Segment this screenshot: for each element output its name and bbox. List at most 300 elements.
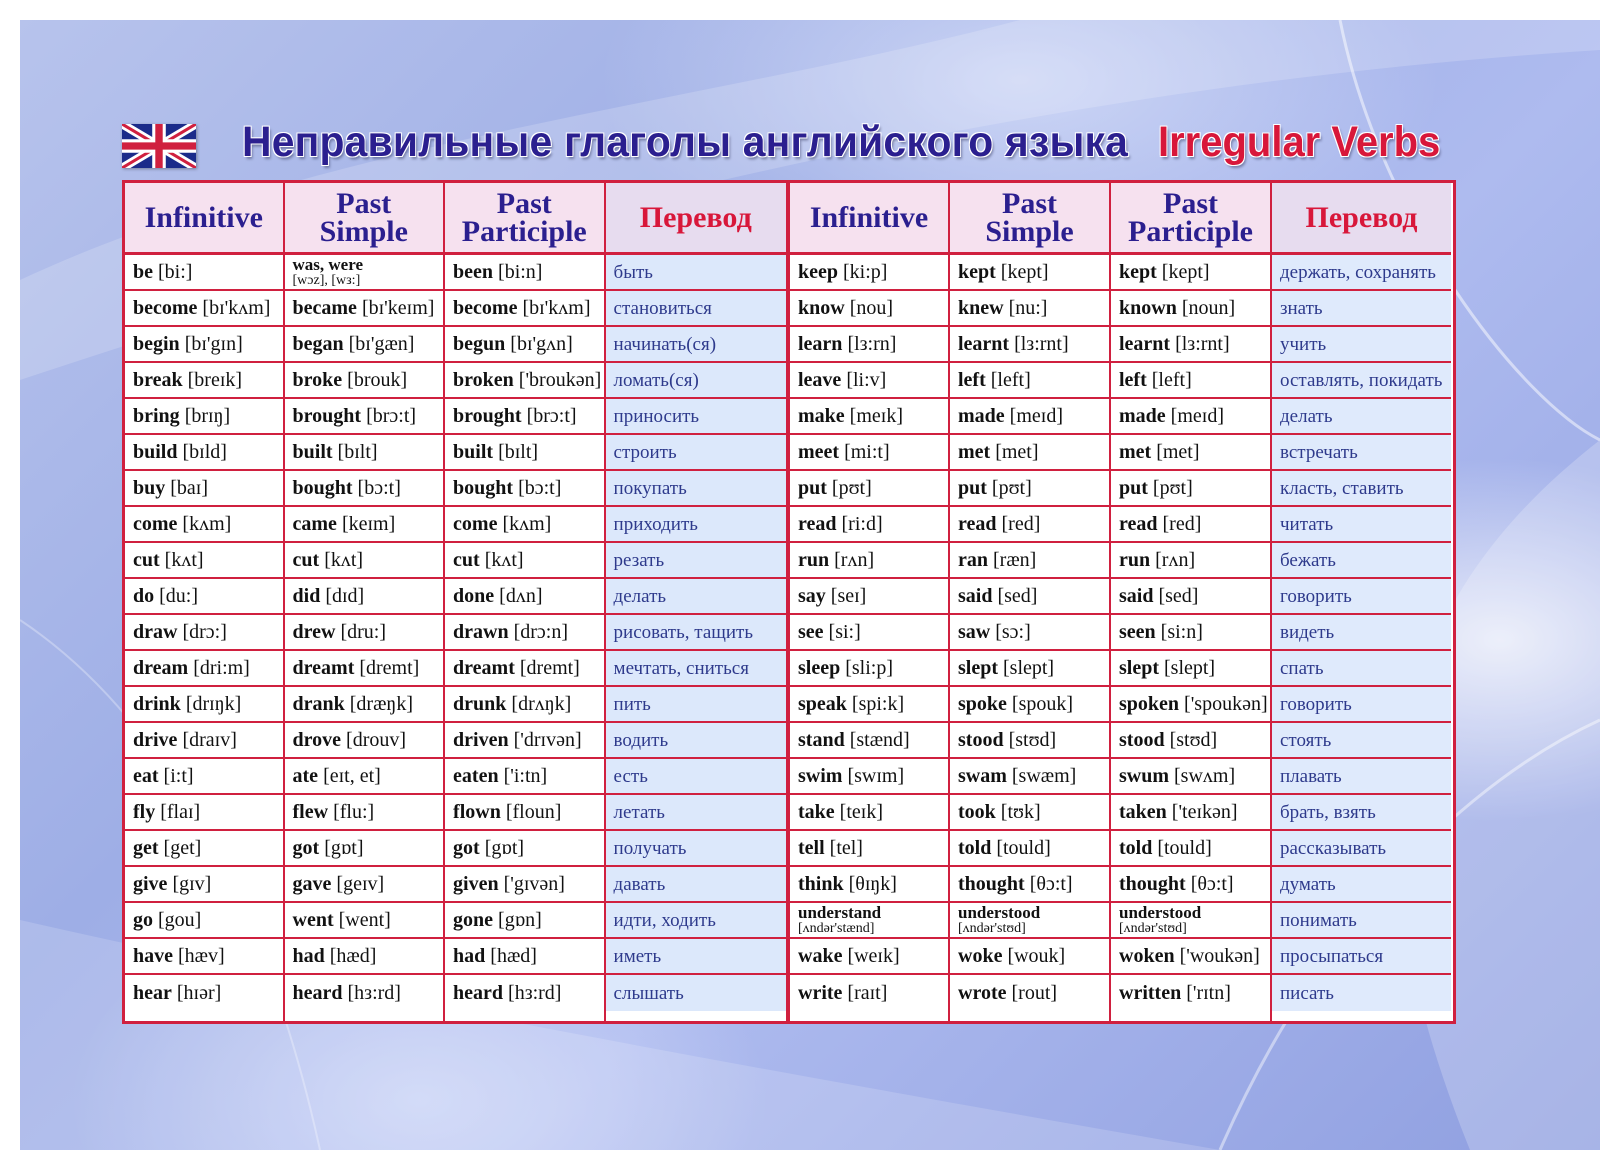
table-cell-infinitive [125,975,283,1011]
table-cell-past-simple [950,975,1109,1011]
transcription: [hɪər] [171,981,222,1004]
table-cell-translation: понимать [1272,903,1451,939]
table-cell-past-participle [445,255,604,291]
transcription: [θɔ:t] [1024,872,1073,895]
verb-form: break [133,368,183,391]
transcription: [bɪ'gʌn] [505,332,573,355]
table-cell-past-participle [1111,327,1270,363]
transcription: [drɔ:n] [508,620,569,643]
verb-form: took [958,800,996,823]
table-cell-infinitive [790,759,948,795]
verb-form: became [292,296,357,319]
transcription: [bɪld] [177,440,227,463]
transcription: [teɪk] [834,800,883,823]
table-cell-translation: брать, взять [1272,795,1451,831]
transcription: [brouk] [342,368,408,391]
table-cell-infinitive [125,651,283,687]
table-cell-translation: летать [606,795,786,831]
table-cell-translation: давать [606,867,786,903]
verb-form: stood [958,728,1004,751]
transcription: [pʊt] [826,476,872,499]
verb-form: woken [1119,944,1175,967]
transcription: [dræŋk] [344,692,413,715]
table-cell-infinitive [125,543,283,579]
table-cell-past-simple [285,903,444,939]
transcription: [gɪv] [167,872,212,895]
transcription: [gɒt] [319,836,364,859]
column-header-infinitive [790,183,948,255]
table-cell-infinitive [790,867,948,903]
transcription: [tel] [824,836,863,859]
table-cell-past-simple [285,867,444,903]
transcription: ['spoukən] [1179,692,1268,715]
verb-form: gone [453,908,494,931]
verb-form: built [292,440,333,463]
transcription: [red] [1157,512,1202,535]
verb-form: said [1119,584,1154,607]
transcription: [met] [1151,440,1200,463]
table-cell-translation: говорить [1272,687,1451,723]
verb-form: known [1119,296,1177,319]
transcription: [kept] [1156,260,1210,283]
transcription: [meɪd] [1004,404,1063,427]
verb-form: told [958,836,992,859]
table-cell-translation: держать, сохранять [1272,255,1451,291]
verb-form: put [958,476,987,499]
table-cell-past-simple [285,327,444,363]
transcription: [lз:rnt] [1170,332,1230,355]
transcription: [sed] [992,584,1038,607]
table-cell-past-simple [285,399,444,435]
table-cell-infinitive [125,723,283,759]
table-cell-past-simple [285,975,444,1011]
table-cell-translation: ломать(ся) [606,363,786,399]
verb-form: slept [1119,656,1159,679]
table-cell-infinitive [790,291,948,327]
transcription: [raɪt] [842,981,888,1004]
verb-form: see [798,620,824,643]
transcription: [brɪŋ] [179,404,231,427]
table-cell-infinitive [790,975,948,1011]
verb-form: got [453,836,480,859]
table-cell-translation: писать [1272,975,1451,1011]
transcription: [seɪ] [825,584,867,607]
transcription: [went] [333,908,391,931]
table-cell-past-simple [950,615,1109,651]
verb-form: understood [958,903,1041,922]
verb-form: drove [292,728,342,751]
verb-form: say [798,584,826,607]
verb-form: bring [133,404,180,427]
table-cell-past-simple [950,651,1109,687]
transcription: [tʊk] [995,800,1041,823]
table-cell-past-simple [285,651,444,687]
transcription: [θɪŋk] [843,872,897,895]
verb-form: dreamt [453,656,515,679]
table-cell-past-simple [950,543,1109,579]
transcription: [bi:] [153,260,193,283]
transcription: [drouv] [341,728,407,751]
transcription: [slept] [998,656,1055,679]
table-cell-past-simple [285,759,444,795]
verb-form: learnt [958,332,1010,355]
verb-form: swam [958,764,1007,787]
transcription: [meɪk] [844,404,903,427]
transcription: [stʊd] [1003,728,1057,751]
table-cell-past-participle [445,687,604,723]
transcription: [kʌm] [177,512,232,535]
transcription: [lз:rn] [842,332,897,355]
table-cell-translation: думать [1272,867,1451,903]
verb-form: understood [1119,903,1202,922]
transcription: [slept] [1159,656,1216,679]
column-header-past-participle [1111,183,1270,255]
table-cell-past-participle [1111,399,1270,435]
verb-form: put [1119,476,1148,499]
table-cell-infinitive [125,363,283,399]
transcription: ['i:tn] [498,764,548,787]
verb-form: stood [1119,728,1165,751]
table-cell-translation: строить [606,435,786,471]
table-cell-infinitive [125,939,283,975]
transcription: [bɪ'kʌm] [197,296,271,319]
column-translation [1272,183,1451,1021]
column-header-translation [606,183,786,255]
table-cell-translation: спать [1272,651,1451,687]
poster [20,20,1600,1150]
transcription: [ri:d] [836,512,883,535]
verb-form: buy [133,476,166,499]
table-cell-translation: оставлять, покидать [1272,363,1451,399]
table-cell-infinitive [125,435,283,471]
transcription: [breɪk] [182,368,243,391]
transcription: [li:v] [841,368,887,391]
table-cell-past-simple [950,471,1109,507]
table-right-half [786,183,1453,1021]
verb-form: told [1119,836,1153,859]
table-cell-infinitive [125,471,283,507]
table-cell-translation: знать [1272,291,1451,327]
verb-form: wrote [958,981,1007,1004]
verb-form: read [1119,512,1158,535]
verb-form: run [798,548,830,571]
verb-form: eat [133,764,159,787]
column-past-simple [950,183,1111,1021]
verb-form: make [798,404,845,427]
verb-form: flew [292,800,329,823]
verb-form: got [292,836,320,859]
verb-form: fly [133,800,156,823]
transcription: [sɔ:] [990,620,1031,643]
column-header-past-simple [950,183,1109,255]
transcription: [hз:rd] [503,981,562,1004]
table-cell-past-participle [1111,723,1270,759]
transcription: [bɪ'keɪm] [356,296,435,319]
transcription: [gɒn] [493,908,542,931]
table-cell-translation: видеть [1272,615,1451,651]
table-cell-past-simple [950,795,1109,831]
transcription: [bɔ:t] [513,476,562,499]
table-cell-past-simple [950,939,1109,975]
column-header-label: Infinitive [144,200,263,234]
table-cell-past-participle [1111,939,1270,975]
table-cell-translation: получать [606,831,786,867]
transcription: [kʌm] [497,512,552,535]
table-cell-past-simple [285,831,444,867]
table-cell-past-simple [285,291,444,327]
table-cell-past-participle [1111,363,1270,399]
verb-form: cut [292,548,320,571]
verb-form: said [958,584,993,607]
verb-form: tell [798,836,825,859]
table-cell-infinitive [790,651,948,687]
column-header-label: Перевод [639,200,752,234]
transcription: [kʌt] [319,548,364,571]
table-cell-infinitive [790,615,948,651]
verb-form: drunk [453,692,507,715]
verb-form: hear [133,981,172,1004]
transcription: [si:n] [1155,620,1203,643]
table-cell-translation: мечтать, сниться [606,651,786,687]
verb-form: spoken [1119,692,1180,715]
transcription: [floun] [500,800,562,823]
table-cell-past-participle [1111,615,1270,651]
transcription: [draɪv] [177,728,237,751]
table-cell-infinitive [790,363,948,399]
table-cell-past-participle [1111,543,1270,579]
table-cell-infinitive [790,435,948,471]
verb-form: slept [958,656,998,679]
table-cell-translation: приходить [606,507,786,543]
table-cell-infinitive [790,579,948,615]
verb-form: bought [292,476,353,499]
verb-form: began [292,332,344,355]
transcription: [dremt] [354,656,420,679]
table-cell-past-simple [950,435,1109,471]
verb-form: come [453,512,498,535]
transcription: [kept] [995,260,1049,283]
table-cell-translation: читать [1272,507,1451,543]
column-header-label: Past Simple [985,186,1074,248]
transcription: [swæm] [1006,764,1077,787]
verb-form: brought [453,404,522,427]
table-cell-past-simple [285,795,444,831]
table-cell-translation: говорить [1272,579,1451,615]
column-header-label: Infinitive [809,200,929,234]
verb-form: keep [798,260,838,283]
table-cell-past-simple [285,615,444,651]
table-cell-past-simple [950,363,1109,399]
table-cell-translation: стоять [1272,723,1451,759]
table-cell-infinitive [790,255,948,291]
table-cell-past-simple [950,399,1109,435]
transcription: [meɪd] [1165,404,1224,427]
verb-form: drew [292,620,336,643]
transcription: [kʌt] [159,548,204,571]
table-cell-infinitive [125,687,283,723]
table-cell-infinitive [790,903,948,939]
verb-form: given [453,872,499,895]
verb-form: built [453,440,494,463]
verb-form: wake [798,944,843,967]
table-cell-past-simple [285,579,444,615]
transcription: [spouk] [1006,692,1074,715]
verb-form: go [133,908,153,931]
verb-form: met [1119,440,1152,463]
verb-form: taken [1119,800,1167,823]
transcription: [i:t] [158,764,194,787]
table-cell-infinitive [790,327,948,363]
table-cell-infinitive [790,939,948,975]
transcription: [keɪm] [336,512,396,535]
transcription: [sed] [1153,584,1199,607]
verb-form: drive [133,728,178,751]
table-cell-infinitive [790,831,948,867]
table-cell-past-participle [1111,867,1270,903]
transcription: [gɒt] [479,836,525,859]
verb-form: become [453,296,518,319]
table-cell-infinitive [125,831,283,867]
transcription: [ræn] [988,548,1037,571]
table-cell-past-participle [445,471,604,507]
transcription: [bɪlt] [332,440,378,463]
verb-form: put [798,476,827,499]
table-cell-past-participle [1111,687,1270,723]
transcription: [dremt] [514,656,580,679]
table-cell-infinitive [125,327,283,363]
table-cell-past-simple [950,507,1109,543]
table-cell-past-participle [445,399,604,435]
table-cell-past-participle [445,759,604,795]
column-past-participle [445,183,606,1021]
verb-form: drank [292,692,345,715]
verb-form: thought [1119,872,1186,895]
table-cell-infinitive [790,543,948,579]
table-cell-past-participle [445,615,604,651]
verb-form: ran [958,548,988,571]
transcription: [hæd] [485,944,537,967]
table-cell-past-participle [1111,471,1270,507]
table-cell-translation: пить [606,687,786,723]
transcription: [drɪŋk] [180,692,242,715]
column-header-past-participle [445,183,604,255]
transcription: [get] [158,836,202,859]
table-cell-translation: иметь [606,939,786,975]
verb-form: kept [1119,260,1157,283]
transcription: [swɪm] [842,764,905,787]
verb-form: written [1119,981,1182,1004]
table-cell-past-participle [445,867,604,903]
verb-form: made [958,404,1005,427]
table-cell-past-participle [445,903,604,939]
table-cell-infinitive [125,507,283,543]
transcription: [dru:] [335,620,387,643]
verb-form: heard [453,981,504,1004]
transcription: [stʊd] [1164,728,1218,751]
transcription: [hæv] [173,944,225,967]
transcription: [sli:p] [840,656,893,679]
verb-form: drink [133,692,181,715]
transcription: [red] [996,512,1041,535]
verb-form: bought [453,476,514,499]
table-cell-translation: водить [606,723,786,759]
column-header-label: Past Participle [1128,186,1253,248]
verb-form: gave [292,872,332,895]
transcription: [spi:k] [846,692,905,715]
verb-form: dreamt [292,656,355,679]
table-cell-past-participle [1111,795,1270,831]
verb-form: done [453,584,495,607]
table-cell-translation: делать [606,579,786,615]
table-cell-translation: плавать [1272,759,1451,795]
transcription: [brɔ:t] [521,404,577,427]
transcription: [brɔ:t] [361,404,417,427]
table-cell-past-simple [285,687,444,723]
table-cell-past-simple [950,867,1109,903]
verb-form: had [292,944,325,967]
table-cell-past-participle [445,975,604,1011]
transcription: ['woukən] [1174,944,1260,967]
verb-form: draw [133,620,178,643]
irregular-verbs-table [122,180,1456,1024]
table-cell-infinitive [790,507,948,543]
table-cell-translation: встречать [1272,435,1451,471]
table-cell-translation: рассказывать [1272,831,1451,867]
verb-form: heard [292,981,343,1004]
table-cell-infinitive [790,399,948,435]
transcription: [bɪ'gɪn] [179,332,243,355]
verb-form: take [798,800,835,823]
verb-form: brought [292,404,362,427]
verb-form: meet [798,440,840,463]
transcription: [flu:] [328,800,375,823]
transcription: [flaɪ] [155,800,201,823]
transcription: [weɪk] [842,944,900,967]
table-cell-infinitive [125,615,283,651]
verb-form: saw [958,620,991,643]
transcription: [du:] [154,584,199,607]
table-cell-past-participle [445,795,604,831]
transcription: [left] [1146,368,1192,391]
verb-form: run [1119,548,1151,571]
verb-form: stand [798,728,845,751]
verb-form: came [292,512,337,535]
table-cell-past-participle [1111,255,1270,291]
verb-form: swum [1119,764,1170,787]
verb-form: dream [133,656,189,679]
table-cell-infinitive [790,723,948,759]
table-cell-infinitive [790,687,948,723]
table-cell-infinitive [125,399,283,435]
verb-form: read [798,512,837,535]
table-cell-past-participle [1111,651,1270,687]
transcription: [drʌŋk] [506,692,572,715]
verb-form: get [133,836,159,859]
transcription: [rʌn] [1150,548,1196,571]
transcription: [pʊt] [1147,476,1193,499]
table-cell-infinitive [125,255,283,291]
table-cell-past-simple [950,903,1109,939]
table-cell-infinitive [125,759,283,795]
table-cell-past-participle [445,507,604,543]
table-cell-past-simple [285,543,444,579]
uk-flag-icon [122,124,196,168]
transcription: [stænd] [844,728,910,751]
transcription: [ʌndər'stænd] [798,920,875,936]
verb-form: seen [1119,620,1156,643]
verb-form: be [133,260,153,283]
table-cell-past-participle [1111,975,1270,1011]
